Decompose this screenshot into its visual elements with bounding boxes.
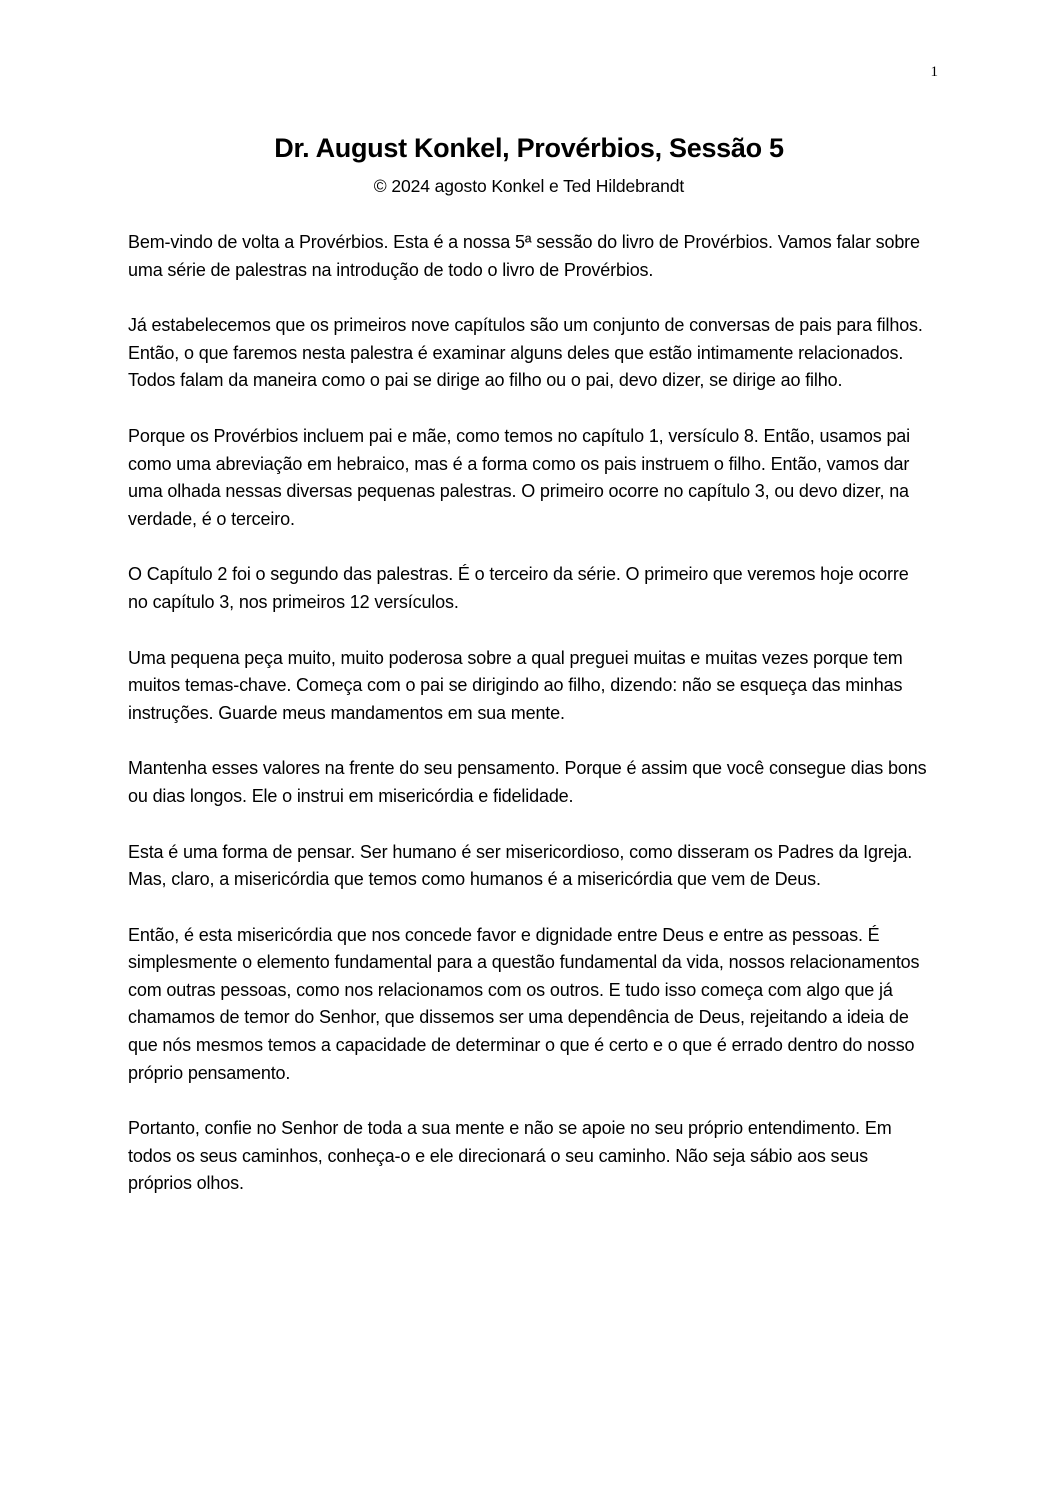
paragraph-2: Já estabelecemos que os primeiros nove capítulos são um conjunto de conversas de pais para filhos. Então, o que faremos nesta palestra é examinar alguns deles que estão intimamente relacionados. Todos falam da maneira como o pai se dirige ao filho ou o pai, devo dizer, se dirige ao filho. [128, 315, 923, 391]
paragraph-9: Portanto, confie no Senhor de toda a sua mente e não se apoie no seu próprio entendimento. Em todos os seus caminhos, conheça-o e ele direcionará o seu caminho. Não seja sábio aos seus próprios olhos. [128, 1118, 892, 1194]
paragraph-6: Mantenha esses valores na frente do seu pensamento. Porque é assim que você consegue dias bons ou dias longos. Ele o instrui em misericórdia e fidelidade. [128, 758, 927, 806]
page-number: 1 [930, 64, 938, 80]
document-subtitle: © 2024 agosto Konkel e Ted Hildebrandt [373, 176, 685, 196]
document-title: Dr. August Konkel, Provérbios, Sessão 5 [274, 133, 784, 163]
paragraph-1: Bem-vindo de volta a Provérbios. Esta é a nossa 5ª sessão do livro de Provérbios. Vamos falar sobre uma série de palestras na introdução de todo o livro de Provérbios. [128, 232, 920, 280]
document-body [128, 229, 928, 1226]
paragraph-5: Uma pequena peça muito, muito poderosa sobre a qual preguei muitas e muitas vezes porque tem muitos temas-chave. Começa com o pai se dirigindo ao filho, dizendo: não se esqueça das minhas instruções. Guarde meus mandamentos em sua mente. [128, 647, 903, 723]
paragraph-7: Esta é uma forma de pensar. Ser humano é ser misericordioso, como disseram os Padres da Igreja. Mas, claro, a misericórdia que temos como humanos é a misericórdia que vem de Deus. [128, 841, 913, 890]
paragraph-3: Porque os Provérbios incluem pai e mãe, como temos no capítulo 1, versículo 8. Então, usamos pai como uma abreviação em hebraico, mas é a forma como os pais instruem o filho. Então, vamos dar uma olhada nessas diversas pequenas palestras. O primeiro ocorre no capítulo 3, ou devo dizer, na verdade, é o terceiro. [128, 425, 911, 529]
paragraph-4: O Capítulo 2 foi o segundo das palestras. É o terceiro da série. O primeiro que veremos hoje ocorre no capítulo 3, nos primeiros 12 versículos. [128, 564, 909, 612]
paragraph-8: Então, é esta misericórdia que nos concede favor e dignidade entre Deus e entre as pessoas. É simplesmente o elemento fundamental para a questão fundamental da vida, nossos relacionamentos com outras pessoas, como nos relacionamos com os outros. E tudo isso começa com algo que já chamamos de temor do Senhor, que dissemos ser uma dependência de Deus, rejeitando a ideia de que nós mesmos temos a capacidade de determinar o que é certo e o que é errado dentro do nosso próprio pensamento. [128, 924, 920, 1083]
